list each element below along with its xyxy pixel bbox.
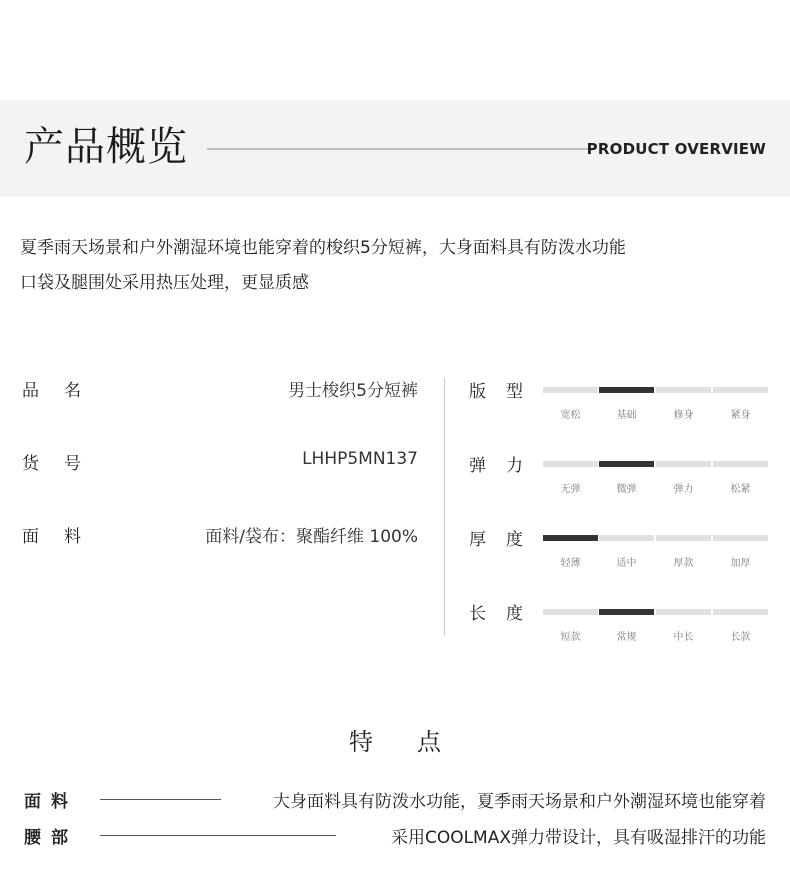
scale-option: 基础	[616, 410, 637, 421]
feature-label: 腰部	[24, 828, 78, 848]
feature-text: 采用COOLMAX弹力带设计，具有吸湿排汗的功能	[390, 828, 766, 848]
column-divider	[444, 378, 445, 636]
spec-value: 男士梭织5分短裤	[288, 381, 418, 401]
scale-segment	[656, 387, 711, 393]
scale-track	[543, 535, 768, 569]
scale-label: 版型	[469, 382, 543, 402]
scale-track	[543, 609, 768, 643]
intro-line: 夏季雨天场景和户外潮湿环境也能穿着的梭织5分短裤，大身面料具有防泼水功能	[20, 238, 626, 258]
overview-title: 产品概览	[24, 124, 188, 170]
spec-label: 品名	[22, 381, 106, 401]
scale-option: 适中	[616, 558, 637, 569]
scale-option: 松紧	[730, 484, 751, 495]
scale-thickness	[469, 528, 769, 568]
feature-row-waist	[24, 823, 766, 847]
scale-segment	[656, 535, 711, 541]
intro-description	[20, 231, 760, 301]
feature-leader-line	[100, 799, 221, 800]
scale-segment	[599, 387, 654, 393]
scale-option: 常规	[616, 632, 637, 643]
scale-segment	[543, 535, 598, 541]
scale-option: 微弹	[616, 484, 637, 495]
scale-option: 厚款	[673, 558, 694, 569]
scale-label: 厚度	[469, 530, 543, 550]
scale-track	[543, 461, 768, 495]
scale-segment	[599, 461, 654, 467]
scale-fit	[469, 380, 769, 420]
scale-label: 弹力	[469, 456, 543, 476]
scale-segment	[543, 609, 598, 615]
scale-option: 无弹	[560, 484, 581, 495]
spec-label: 面料	[22, 527, 106, 547]
scale-track	[543, 387, 768, 421]
feature-row-fabric	[24, 787, 766, 811]
header-divider	[207, 148, 592, 150]
scale-segment	[543, 387, 598, 393]
scale-segment	[713, 461, 768, 467]
spec-row-fabric	[22, 522, 418, 546]
scale-segment	[656, 609, 711, 615]
scale-option: 中长	[673, 632, 694, 643]
feature-leader-line	[100, 835, 336, 836]
scale-segment	[656, 461, 711, 467]
overview-header	[0, 100, 790, 197]
feature-text: 大身面料具有防泼水功能，夏季雨天场景和户外潮湿环境也能穿着	[273, 792, 766, 812]
scale-option: 弹力	[673, 484, 694, 495]
scale-option: 紧身	[730, 410, 751, 421]
spec-row-name	[22, 376, 418, 400]
feature-label: 面料	[24, 792, 78, 812]
scale-segment	[543, 461, 598, 467]
scale-length	[469, 602, 769, 642]
scale-label: 长度	[469, 604, 543, 624]
scale-option: 加厚	[730, 558, 751, 569]
scale-segment	[713, 535, 768, 541]
scale-option: 长款	[730, 632, 751, 643]
overview-subtitle-en: PRODUCT OVERVIEW	[586, 140, 766, 158]
scale-segment	[713, 387, 768, 393]
scale-segment	[713, 609, 768, 615]
scale-segment	[599, 535, 654, 541]
spec-value: LHHP5MN137	[302, 449, 418, 469]
spec-row-sku	[22, 449, 418, 473]
features-title: 特点	[349, 728, 485, 756]
spec-label: 货号	[22, 454, 106, 474]
intro-line: 口袋及腿围处采用热压处理，更显质感	[20, 273, 309, 293]
scale-option: 短款	[560, 632, 581, 643]
scale-segment	[599, 609, 654, 615]
scale-stretch	[469, 454, 769, 494]
scale-option: 宽松	[560, 410, 581, 421]
scale-option: 修身	[673, 410, 694, 421]
scale-option: 轻薄	[560, 558, 581, 569]
spec-value: 面料/袋布：聚酯纤维 100%	[205, 527, 418, 547]
